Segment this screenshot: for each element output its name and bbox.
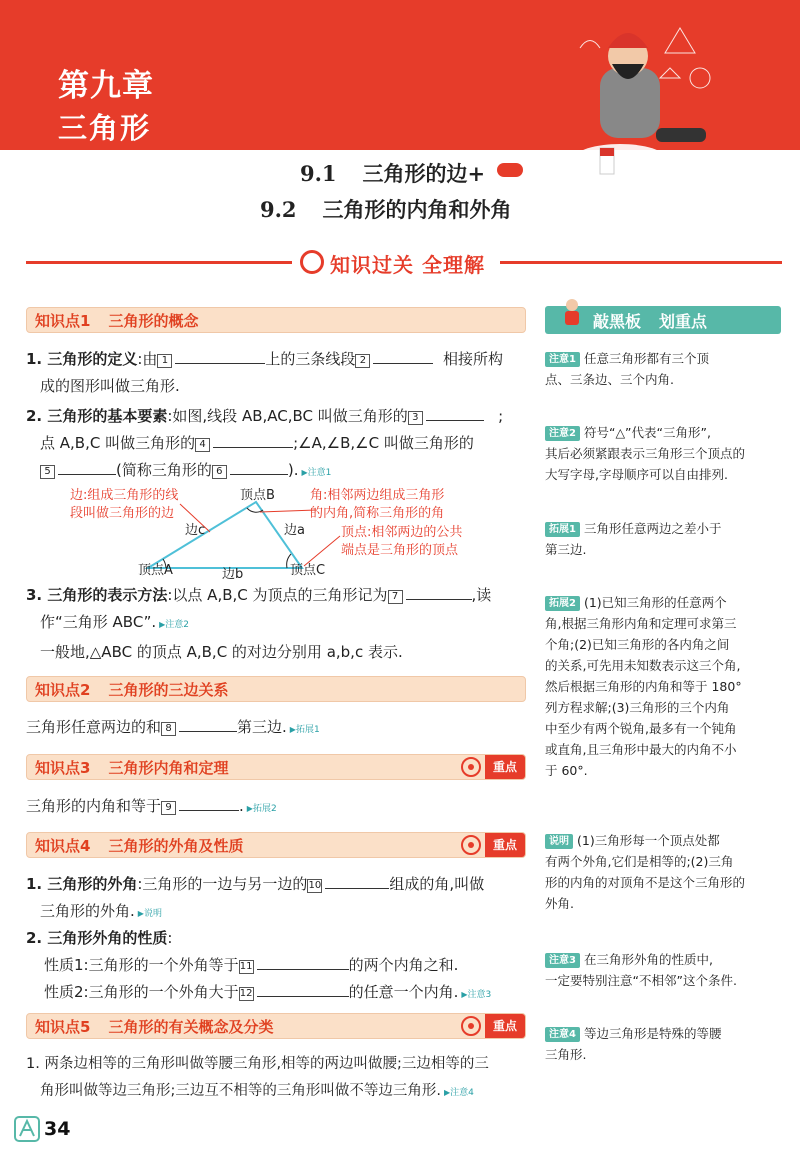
kp3-text: 三角形的内角和等于 9 .▶ 拓展2 bbox=[26, 793, 526, 823]
blank-number: 9 bbox=[161, 801, 176, 815]
vertex-a-label: 顶点A bbox=[138, 563, 173, 578]
kp1-header: 知识点1 三角形的概念 bbox=[26, 307, 526, 333]
blank-number: 7 bbox=[388, 590, 403, 604]
key-point-badge: 重点 bbox=[485, 1014, 525, 1038]
sidebar-expand-1: 拓展1 三角形任意两边之差小于 第三边. bbox=[545, 521, 722, 557]
knowledge-header: 知识过关 全理解 bbox=[330, 253, 485, 277]
edge-b-label: 边b bbox=[222, 567, 244, 582]
kp4-item1: 1. 三角形的外角:三角形的一边与另一边的10 组成的角,叫做 三角形的外角.▶ 说明 bbox=[26, 871, 526, 928]
blank-number: 12 bbox=[239, 988, 253, 999]
vertex-c-label: 顶点C bbox=[290, 563, 326, 578]
sidebar-explain: 说明 (1)三角形每一个顶点处都 有两个外角,它们是相等的;(2)三角 形的内角的对顶角不是这个三角形的 外角. bbox=[545, 833, 746, 911]
vertex-note: 顶点:相邻两边的公共 端点是三角形的顶点 bbox=[341, 525, 463, 558]
kp1-item1: 1. 三角形的定义:由 1 上的三条线段 2 相接所构 成的图形叫做三角形. bbox=[26, 350, 503, 395]
header-rule-right bbox=[500, 261, 782, 264]
kp4-header: 知识点4 三角形的外角及性质 重点 bbox=[26, 832, 526, 858]
kp4-item2: 2. 三角形外角的性质: 性质1:三角形的一个外角等于11 的两个内角之和. 性质2:三角形的一个外角大于12 的任意一个内角.▶ 注意3 bbox=[26, 925, 526, 1009]
fill-blank-1[interactable] bbox=[175, 348, 265, 364]
edge-note: 边:组成三角形的线 段叫做三角形的边 bbox=[70, 488, 179, 521]
kp1-item2: 2. 三角形的基本要素:如图,线段 AB,AC,BC 叫做三角形的 3 ; 点 A,B,C 叫做三角形的 4 ;∠A,∠B,∠C 叫做三角形的 5 (简称三角形的 6 ).▶ 注意1 bbox=[26, 403, 526, 487]
fill-blank-3[interactable] bbox=[426, 405, 484, 421]
kp5-item1: 1. 两条边相等的三角形叫做等腰三角形,相等的两边叫做腰;三边相等的三 角形叫做等边三角形;三边互不相等的三角形叫做不等边三角形.▶ 注意4 bbox=[26, 1051, 526, 1107]
ref-note-1[interactable]: ▶ 注意1 bbox=[301, 468, 331, 478]
ref-expand-1[interactable]: ▶ 拓展1 bbox=[290, 725, 320, 735]
kp2-header: 知识点2 三角形的三边关系 bbox=[26, 676, 526, 702]
page-number: 34 bbox=[44, 1118, 71, 1140]
section-accent-pill bbox=[497, 163, 523, 177]
header-rule-left bbox=[26, 261, 292, 264]
fill-blank-8[interactable] bbox=[179, 716, 237, 732]
fill-blank-10[interactable] bbox=[325, 873, 389, 889]
fill-blank-7[interactable] bbox=[406, 584, 472, 600]
key-point-badge: 重点 bbox=[485, 833, 525, 857]
blank-number: 5 bbox=[40, 465, 55, 479]
sidebar-note-1: 注意1 任意三角形都有三个顶 点、三条边、三个内角. bbox=[545, 351, 709, 387]
chapter-number: 第九章 bbox=[58, 68, 154, 104]
fill-blank-2[interactable] bbox=[373, 348, 433, 364]
blank-number: 8 bbox=[161, 722, 176, 736]
blank-number: 3 bbox=[408, 411, 423, 425]
ref-note-3[interactable]: ▶ 注意3 bbox=[461, 990, 491, 1000]
ref-note-4[interactable]: ▶ 注意4 bbox=[444, 1088, 474, 1098]
sidebar-note-3: 注意3 在三角形外角的性质中, 一定要特别注意“不相邻”这个条件. bbox=[545, 952, 737, 988]
swirl-icon bbox=[300, 250, 324, 274]
page-logo-icon bbox=[14, 1116, 40, 1142]
kp3-header: 知识点3 三角形内角和定理 重点 bbox=[26, 754, 526, 780]
sidebar-note-2: 注意2 符号“△”代表“三角形”, 其后必须紧跟表示三角形三个顶点的 大写字母,字母顺序可以自由排列. bbox=[545, 425, 746, 482]
fill-blank-9[interactable] bbox=[179, 795, 239, 811]
blank-number: 10 bbox=[308, 880, 322, 891]
fill-blank-6[interactable] bbox=[230, 459, 288, 475]
angle-note-pointer bbox=[260, 510, 316, 512]
chapter-name: 三角形 bbox=[58, 111, 152, 145]
vertex-b-label: 顶点B bbox=[240, 488, 275, 503]
kp5-header: 知识点5 三角形的有关概念及分类 重点 bbox=[26, 1013, 526, 1039]
kp1-item3: 3. 三角形的表示方法:以点 A,B,C 为顶点的三角形记为 7 ,读 作“三角形 ABC”.▶ 注意2 一般地,△ABC 的顶点 A,B,C 的对边分别用 a,b,c 表示. bbox=[26, 582, 526, 666]
edge-a-label: 边a bbox=[284, 523, 305, 538]
section-title-9-1: 9.1 三角形的边+ bbox=[300, 161, 486, 186]
fill-blank-5[interactable] bbox=[58, 459, 116, 475]
sidebar-note-4: 注意4 等边三角形是特殊的等腰 三角形. bbox=[545, 1026, 722, 1062]
fill-blank-12[interactable] bbox=[257, 981, 349, 997]
angle-note: 角:相邻两边组成三角形 的内角,简称三角形的角 bbox=[310, 488, 445, 521]
blank-number: 4 bbox=[195, 438, 210, 452]
teacher-icon bbox=[559, 298, 585, 332]
blank-number: 6 bbox=[212, 465, 227, 479]
sidebar-header: 敲黑板 划重点 bbox=[545, 306, 781, 334]
ref-note-2[interactable]: ▶ 注意2 bbox=[159, 620, 189, 630]
target-icon bbox=[461, 835, 481, 855]
ref-explain[interactable]: ▶ 说明 bbox=[138, 909, 162, 919]
kp2-text: 三角形任意两边的和 8 第三边.▶ 拓展1 bbox=[26, 714, 526, 744]
sidebar-expand-2: 拓展2 (1)已知三角形的任意两个 角,根据三角形内角和定理可求第三 个角;(2)已知三角形的各内角之间 的关系,可先用未知数表示这三个角, 然后根据三角形的内角和等于 180° 列方程求解;(3)三角形的三个内角 中至少有两个锐角,最多有一个钝角 或直角,且三角形中最大的内角不小 于 60°. bbox=[545, 595, 742, 778]
edge-c-label: 边c bbox=[185, 523, 206, 538]
blank-number: 1 bbox=[157, 354, 172, 368]
chapter-illustration bbox=[560, 8, 720, 178]
blank-number: 11 bbox=[239, 961, 253, 972]
fill-blank-4[interactable] bbox=[213, 432, 293, 448]
section-title-9-2: 9.2 三角形的内角和外角 bbox=[260, 197, 512, 222]
ref-expand-2[interactable]: ▶ 拓展2 bbox=[247, 804, 277, 814]
fill-blank-11[interactable] bbox=[257, 954, 349, 970]
target-icon bbox=[461, 757, 481, 777]
target-icon bbox=[461, 1016, 481, 1036]
blank-number: 2 bbox=[355, 354, 370, 368]
key-point-badge: 重点 bbox=[485, 755, 525, 779]
